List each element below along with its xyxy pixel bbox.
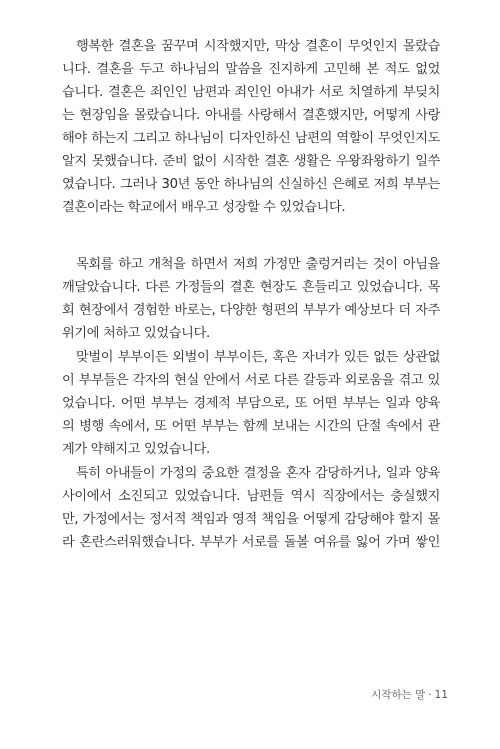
text-line: 회 현장에서 경험한 바로는, 다양한 형편의 부부가 예상보다 더 자주 — [62, 303, 440, 318]
text-line: 행복한 결혼을 꿈꾸며 시작했지만, 막상 결혼이 무엇인지 몰랐습 — [76, 39, 440, 54]
text-line: 의 병행 속에서, 또 어떤 부부는 함께 보내는 시간의 단절 속에서 관 — [62, 419, 440, 434]
text-line: 해야 하는지 그리고 하나님이 디자인하신 남편의 역할이 무엇인지도 — [62, 131, 440, 146]
running-section-title: 시작하는 말 — [371, 689, 426, 701]
footer-separator: · — [428, 689, 432, 701]
text-line: 깨달았습니다. 다른 가정들의 결혼 현장도 흔들리고 있었습니다. 목 — [62, 280, 440, 295]
text-line: 습니다. 결혼은 죄인인 남편과 죄인인 아내가 서로 치열하게 부딪치 — [62, 85, 440, 100]
text-line: 맞벌이 부부이든 외벌이 부부이든, 혹은 자녀가 있든 없든 상관없 — [76, 350, 440, 365]
text-line: 결혼이라는 학교에서 배우고 성장할 수 있었습니다. — [62, 200, 346, 215]
text-line: 니다. 결혼을 두고 하나님의 말씀을 진지하게 고민해 본 적도 없었 — [62, 62, 440, 77]
text-line: 는 현장임을 몰랐습니다. 아내를 사랑해서 결혼했지만, 어떻게 사랑 — [62, 108, 440, 123]
text-line: 라 혼란스러워했습니다. 부부가 서로를 돌볼 여유를 잃어 가며 쌓인 — [62, 535, 440, 550]
text-line: 알지 못했습니다. 준비 없이 시작한 결혼 생활은 우왕좌왕하기 일쑤 — [62, 154, 440, 169]
text-line: 목회를 하고 개척을 하면서 저희 가정만 출렁거리는 것이 아님을 — [76, 257, 440, 272]
page-footer — [371, 687, 448, 702]
text-line: 계가 약해지고 있었습니다. — [62, 442, 210, 457]
text-line: 였습니다. 그러나 30년 동안 하나님의 신실하신 은혜로 저희 부부는 — [62, 177, 440, 192]
text-line: 었습니다. 어떤 부부는 경제적 부담으로, 또 어떤 부부는 일과 양육 — [62, 396, 440, 411]
text-line: 사이에서 소진되고 있었습니다. 남편들 역시 직장에서는 충실했지 — [62, 489, 440, 504]
text-line: 위기에 처하고 있었습니다. — [62, 326, 210, 341]
text-line: 특히 아내들이 가정의 중요한 결정을 혼자 감당하거나, 일과 양육 — [76, 466, 440, 481]
text-line: 만, 가정에서는 정서적 책임과 영적 책임을 어떻게 감당해야 할지 몰 — [62, 512, 440, 527]
page-number: 11 — [434, 689, 448, 701]
text-line: 이 부부들은 각자의 현실 안에서 서로 다른 갈등과 외로움을 겪고 있 — [62, 373, 440, 388]
